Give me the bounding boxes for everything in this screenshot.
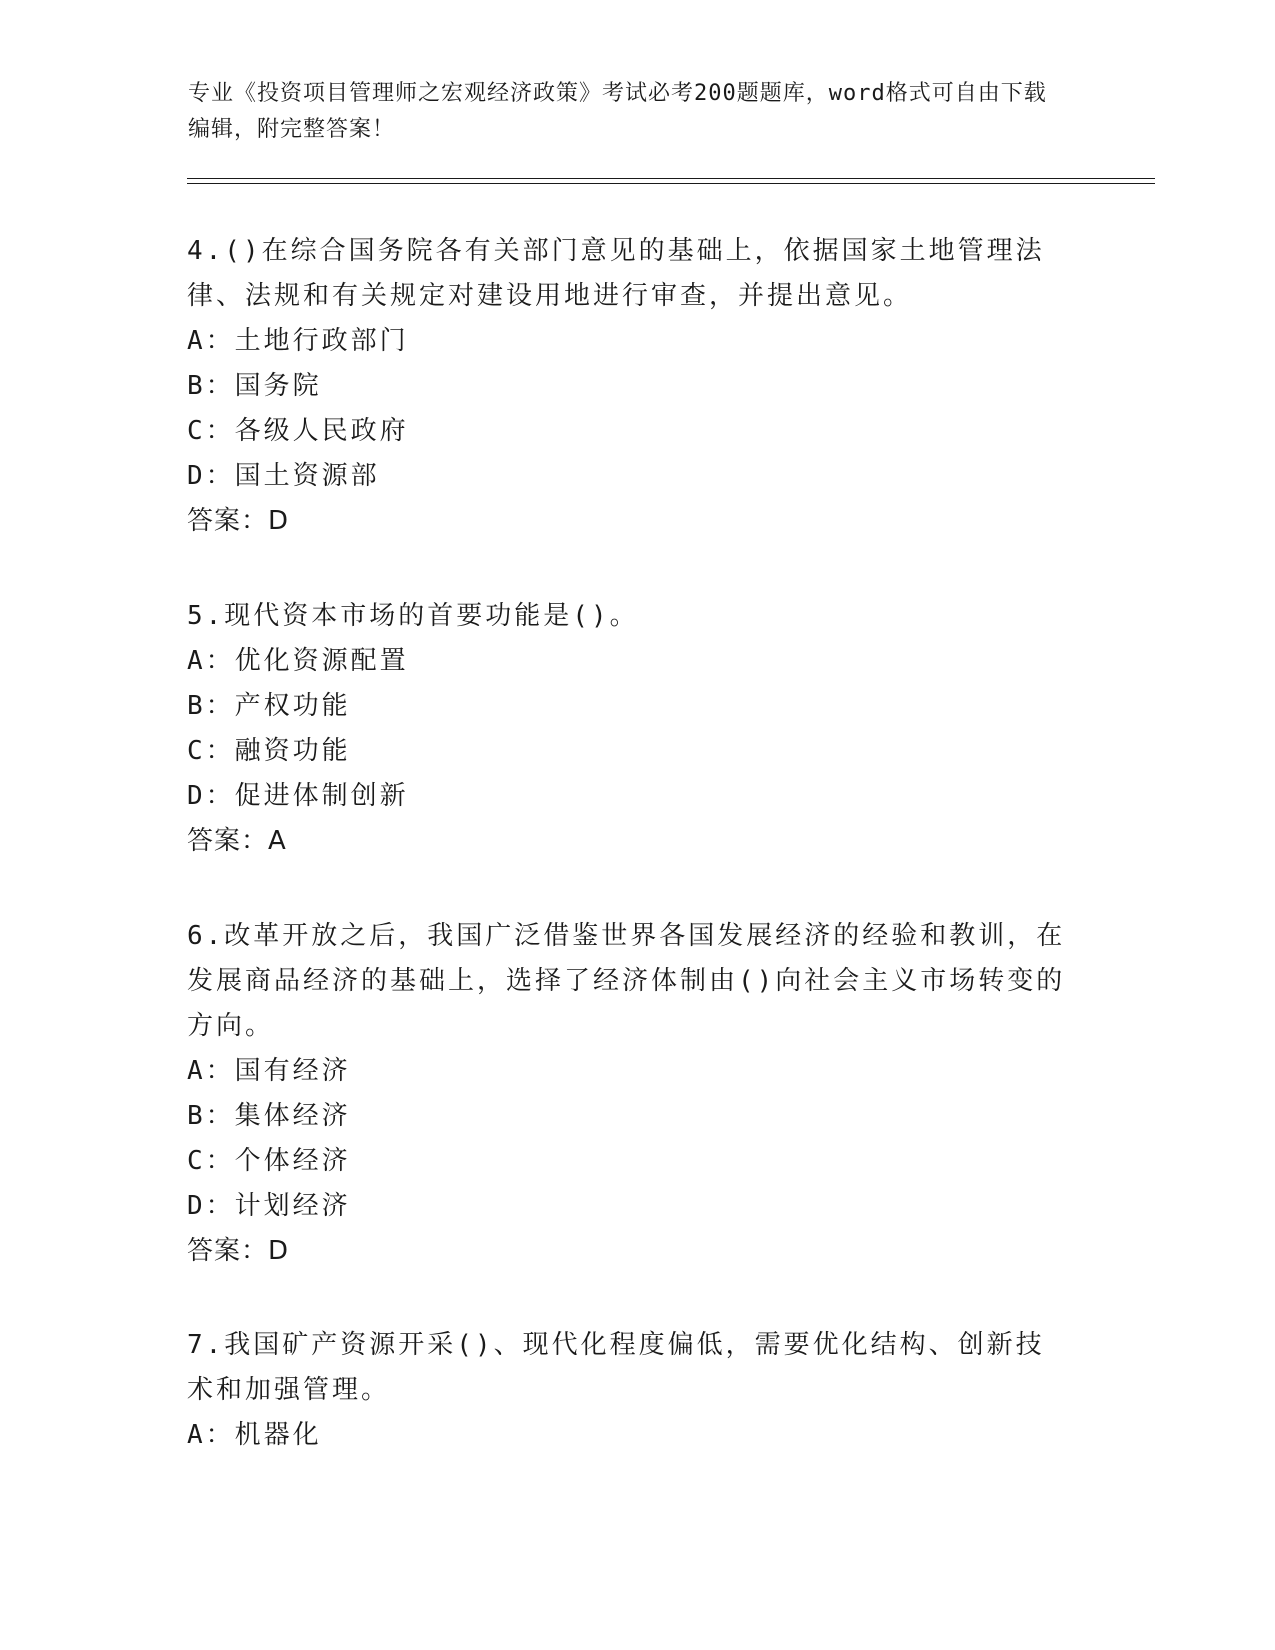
option-d: D：计划经济 xyxy=(187,1191,351,1221)
question-stem: 5.现代资本市场的首要功能是()。 xyxy=(187,601,639,631)
question-stem: 7.我国矿产资源开采()、现代化程度偏低，需要优化结构、创新技术和加强管理。 xyxy=(187,1330,1045,1405)
answer-line: 答案：D xyxy=(187,1236,290,1266)
header-divider-bottom xyxy=(187,183,1155,184)
option-d: D：促进体制创新 xyxy=(187,781,409,811)
option-d: D：国土资源部 xyxy=(187,461,380,491)
question-7 xyxy=(187,1323,1067,1458)
option-a: A：机器化 xyxy=(187,1420,322,1450)
option-a: A：国有经济 xyxy=(187,1056,351,1086)
answer-line: 答案：D xyxy=(187,506,290,536)
option-c: C：各级人民政府 xyxy=(187,416,409,446)
option-a: A：土地行政部门 xyxy=(187,326,409,356)
option-a: A：优化资源配置 xyxy=(187,646,409,676)
header-divider-top xyxy=(187,178,1155,179)
answer-line: 答案：A xyxy=(187,826,287,856)
option-b: B：国务院 xyxy=(187,371,322,401)
document-header: 专业《投资项目管理师之宏观经济政策》考试必考200题题库，word格式可自由下载编辑，附完整答案！ xyxy=(188,81,1047,142)
question-stem: 4.()在综合国务院各有关部门意见的基础上，依据国家土地管理法律、法规和有关规定对建设用地进行审查，并提出意见。 xyxy=(187,236,1045,311)
option-c: C：个体经济 xyxy=(187,1146,351,1176)
option-b: B：产权功能 xyxy=(187,691,351,721)
option-c: C：融资功能 xyxy=(187,736,351,766)
question-5 xyxy=(187,594,1067,864)
question-6 xyxy=(187,914,1067,1274)
question-4 xyxy=(187,229,1067,544)
option-b: B：集体经济 xyxy=(187,1101,351,1131)
question-stem: 6.改革开放之后，我国广泛借鉴世界各国发展经济的经验和教训，在发展商品经济的基础上，选择了经济体制由()向社会主义市场转变的方向。 xyxy=(187,921,1066,1041)
